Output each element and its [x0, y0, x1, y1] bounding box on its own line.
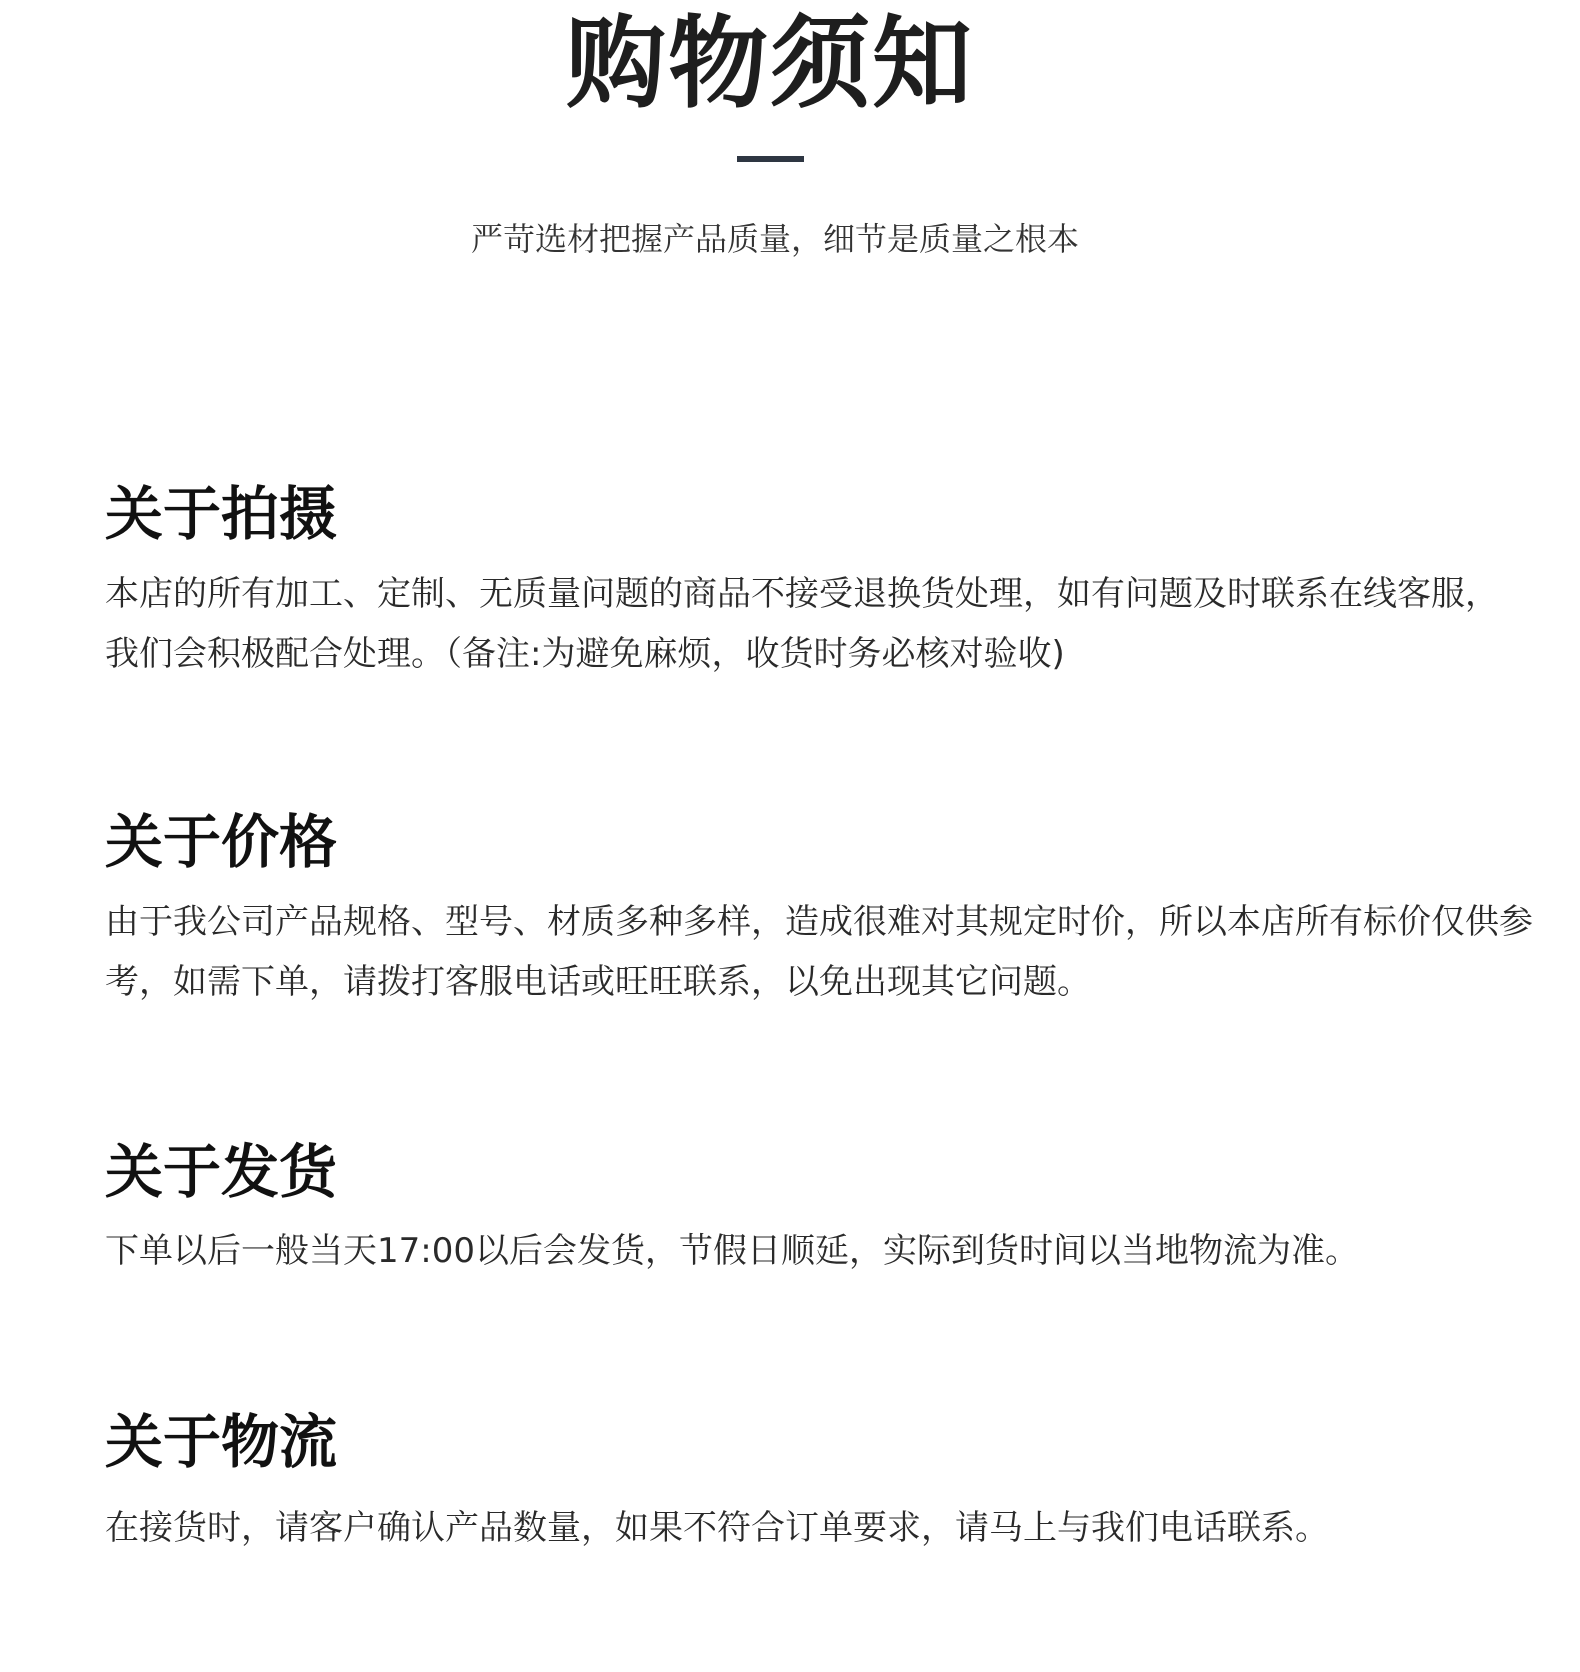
- section-heading-logistics: 关于物流: [105, 1408, 338, 1476]
- section-body-logistics: 在接货时，请客户确认产品数量，如果不符合订单要求，请马上与我们电话联系。: [105, 1508, 1329, 1548]
- section-heading-photography: 关于拍摄: [105, 480, 338, 548]
- page-title: 购物须知: [566, 5, 974, 122]
- title-divider: [737, 156, 804, 162]
- page-subtitle: 严苛选材把握产品质量，细节是质量之根本: [470, 220, 1079, 258]
- section-body-photography: 本店的所有加工、定制、无质量问题的商品不接受退换货处理，如有问题及时联系在线客服，我们会积极配合处理。（备注:为避免麻烦，收货时务必核对验收): [105, 574, 1499, 674]
- section-heading-price: 关于价格: [105, 808, 338, 876]
- section-photography: [105, 480, 1545, 684]
- section-heading-shipping: 关于发货: [105, 1138, 338, 1206]
- section-price: [105, 808, 1545, 1012]
- section-body-shipping: 下单以后一般当天17:00以后会发货，节假日顺延，实际到货时间以当地物流为准。: [105, 1231, 1359, 1271]
- section-logistics: [105, 1408, 1545, 1558]
- section-body-price: 由于我公司产品规格、型号、材质多种多样，造成很难对其规定时价，所以本店所有标价仅供参考，如需下单，请拨打客服电话或旺旺联系，以免出现其它问题。: [105, 902, 1533, 1002]
- section-shipping: [105, 1138, 1545, 1280]
